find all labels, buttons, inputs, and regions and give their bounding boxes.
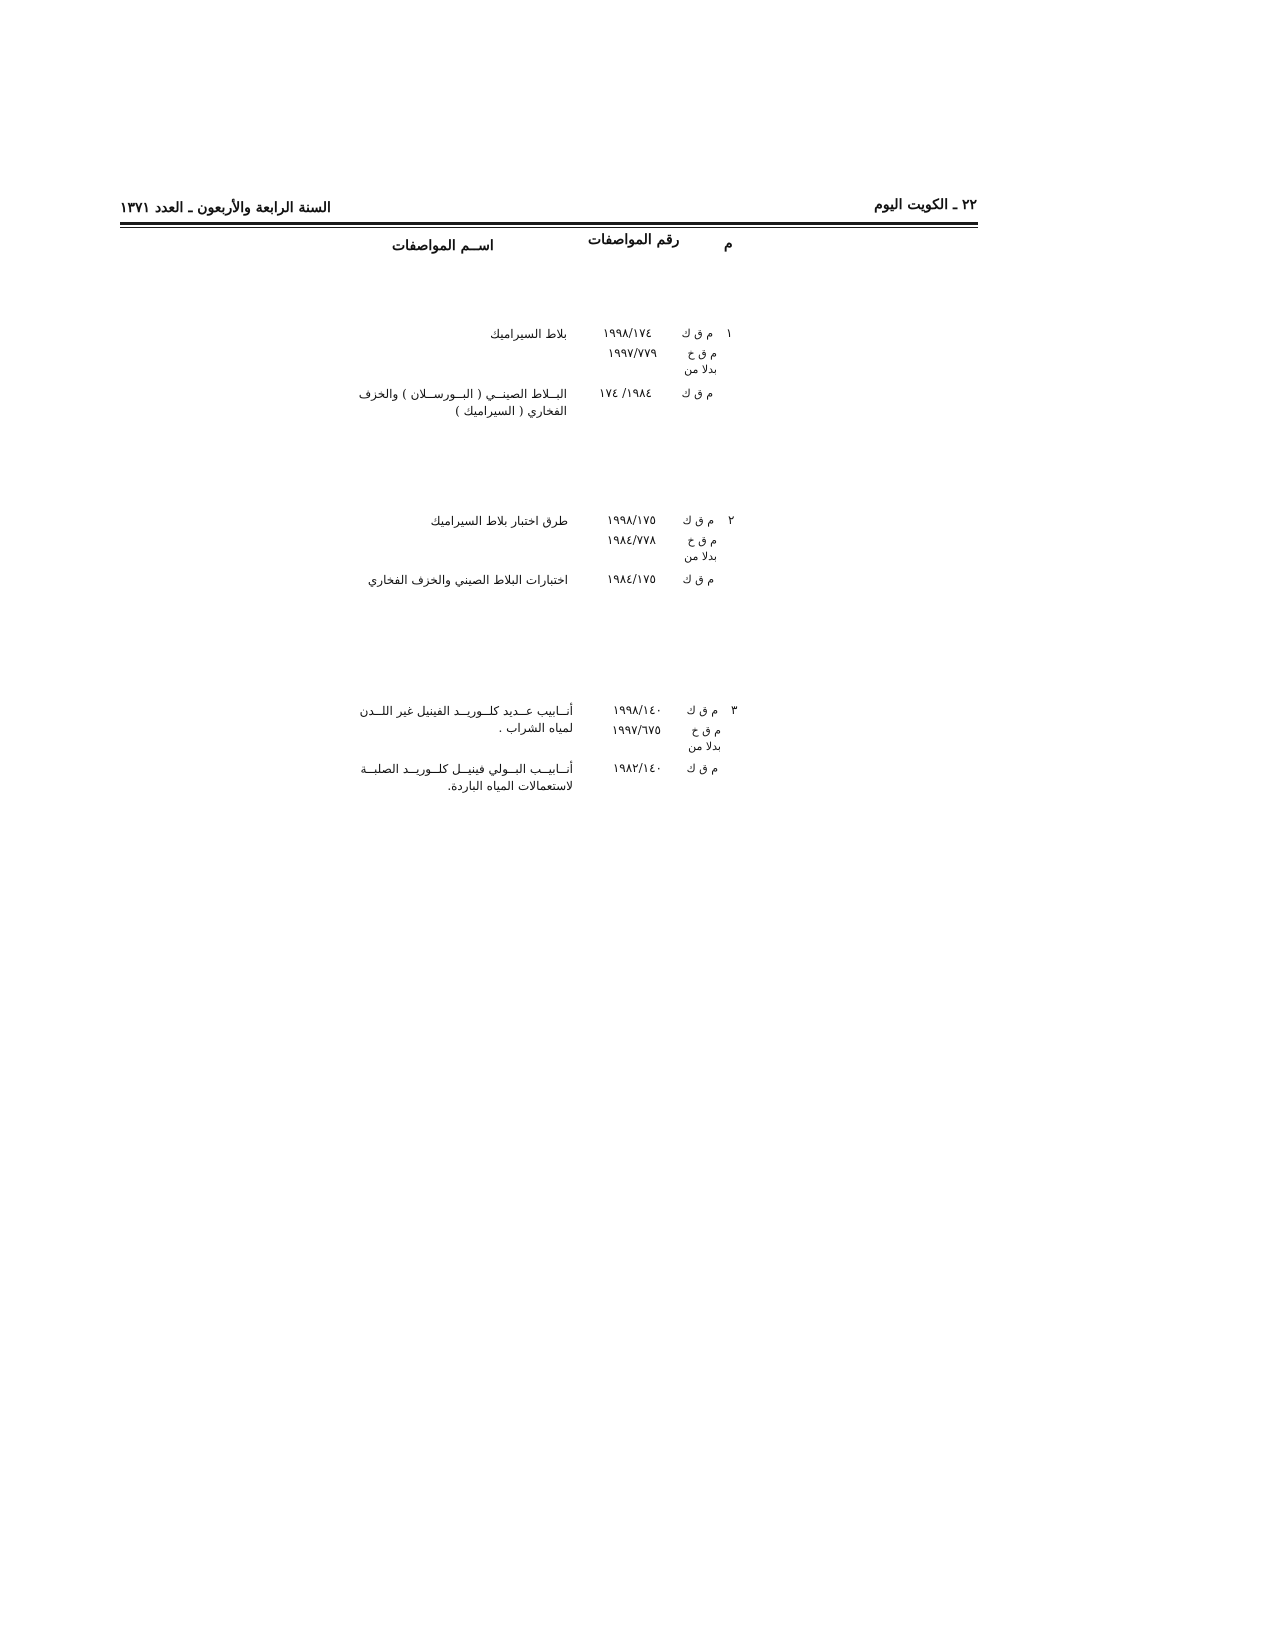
header-rule: [120, 222, 978, 225]
page-title: ٢٢ ـ الكويت اليوم: [874, 197, 977, 213]
new-standard-number: ١٩٩٨/١٧٤: [602, 326, 652, 340]
new-standard-label: م ق ك: [682, 514, 714, 527]
column-header-number: رقم المواصفات: [588, 232, 680, 248]
old-standard-name: البــلاط الصينــي ( البــورســلان ) والخزف الفخاري ( السيراميك ): [358, 387, 567, 418]
gulf-standard-number: ١٩٨٤/٧٧٨: [606, 533, 656, 547]
row-index: ٣: [731, 703, 738, 717]
new-standard-name: طرق اختبار بلاط السيراميك: [430, 514, 568, 528]
replace-label: بدلا من: [688, 740, 721, 753]
issue-info: السنة الرابعة والأربعون ـ العدد ١٣٧١: [120, 200, 331, 216]
new-standard-number: ١٩٩٨/١٤٠: [612, 703, 662, 717]
new-standard-label: م ق ك: [681, 327, 713, 340]
old-standard-number: ١٩٨٢/١٤٠: [612, 761, 662, 775]
row-index: ٢: [728, 513, 735, 527]
gulf-standard-label: م ق خ: [687, 534, 717, 547]
replace-label: بدلا من: [684, 363, 717, 376]
old-standard-name: أنــابيــب البــولي فينيــل كلــوريــد الصلبــة لاستعمالات المياه الباردة.: [360, 762, 573, 793]
new-standard-label: م ق ك: [686, 704, 718, 717]
old-standard-name: اختبارات البلاط الصيني والخزف الفخاري: [367, 573, 568, 587]
header-rule-thin: [120, 227, 978, 228]
new-standard-number: ١٩٩٨/١٧٥: [606, 513, 656, 527]
old-standard-number: ١٩٨٤/ ١٧٤: [599, 386, 652, 400]
new-standard-name: بلاط السيراميك: [490, 327, 567, 341]
gulf-standard-number: ١٩٩٧/٧٧٩: [607, 346, 657, 360]
old-standard-label: م ق ك: [682, 573, 714, 586]
replace-label: بدلا من: [684, 550, 717, 563]
new-standard-name: أنــابيب عــديد كلــوريــد الفينيل غير اللــدن لمياه الشراب .: [359, 704, 573, 735]
gulf-standard-number: ١٩٩٧/٦٧٥: [611, 723, 661, 737]
old-standard-label: م ق ك: [686, 762, 718, 775]
column-header-name: اســم المواصفات: [392, 238, 494, 254]
old-standard-number: ١٩٨٤/١٧٥: [606, 572, 656, 586]
gulf-standard-label: م ق خ: [691, 724, 721, 737]
row-index: ١: [726, 326, 733, 340]
column-header-index: م: [724, 236, 733, 252]
gulf-standard-label: م ق خ: [687, 347, 717, 360]
old-standard-label: م ق ك: [681, 387, 713, 400]
